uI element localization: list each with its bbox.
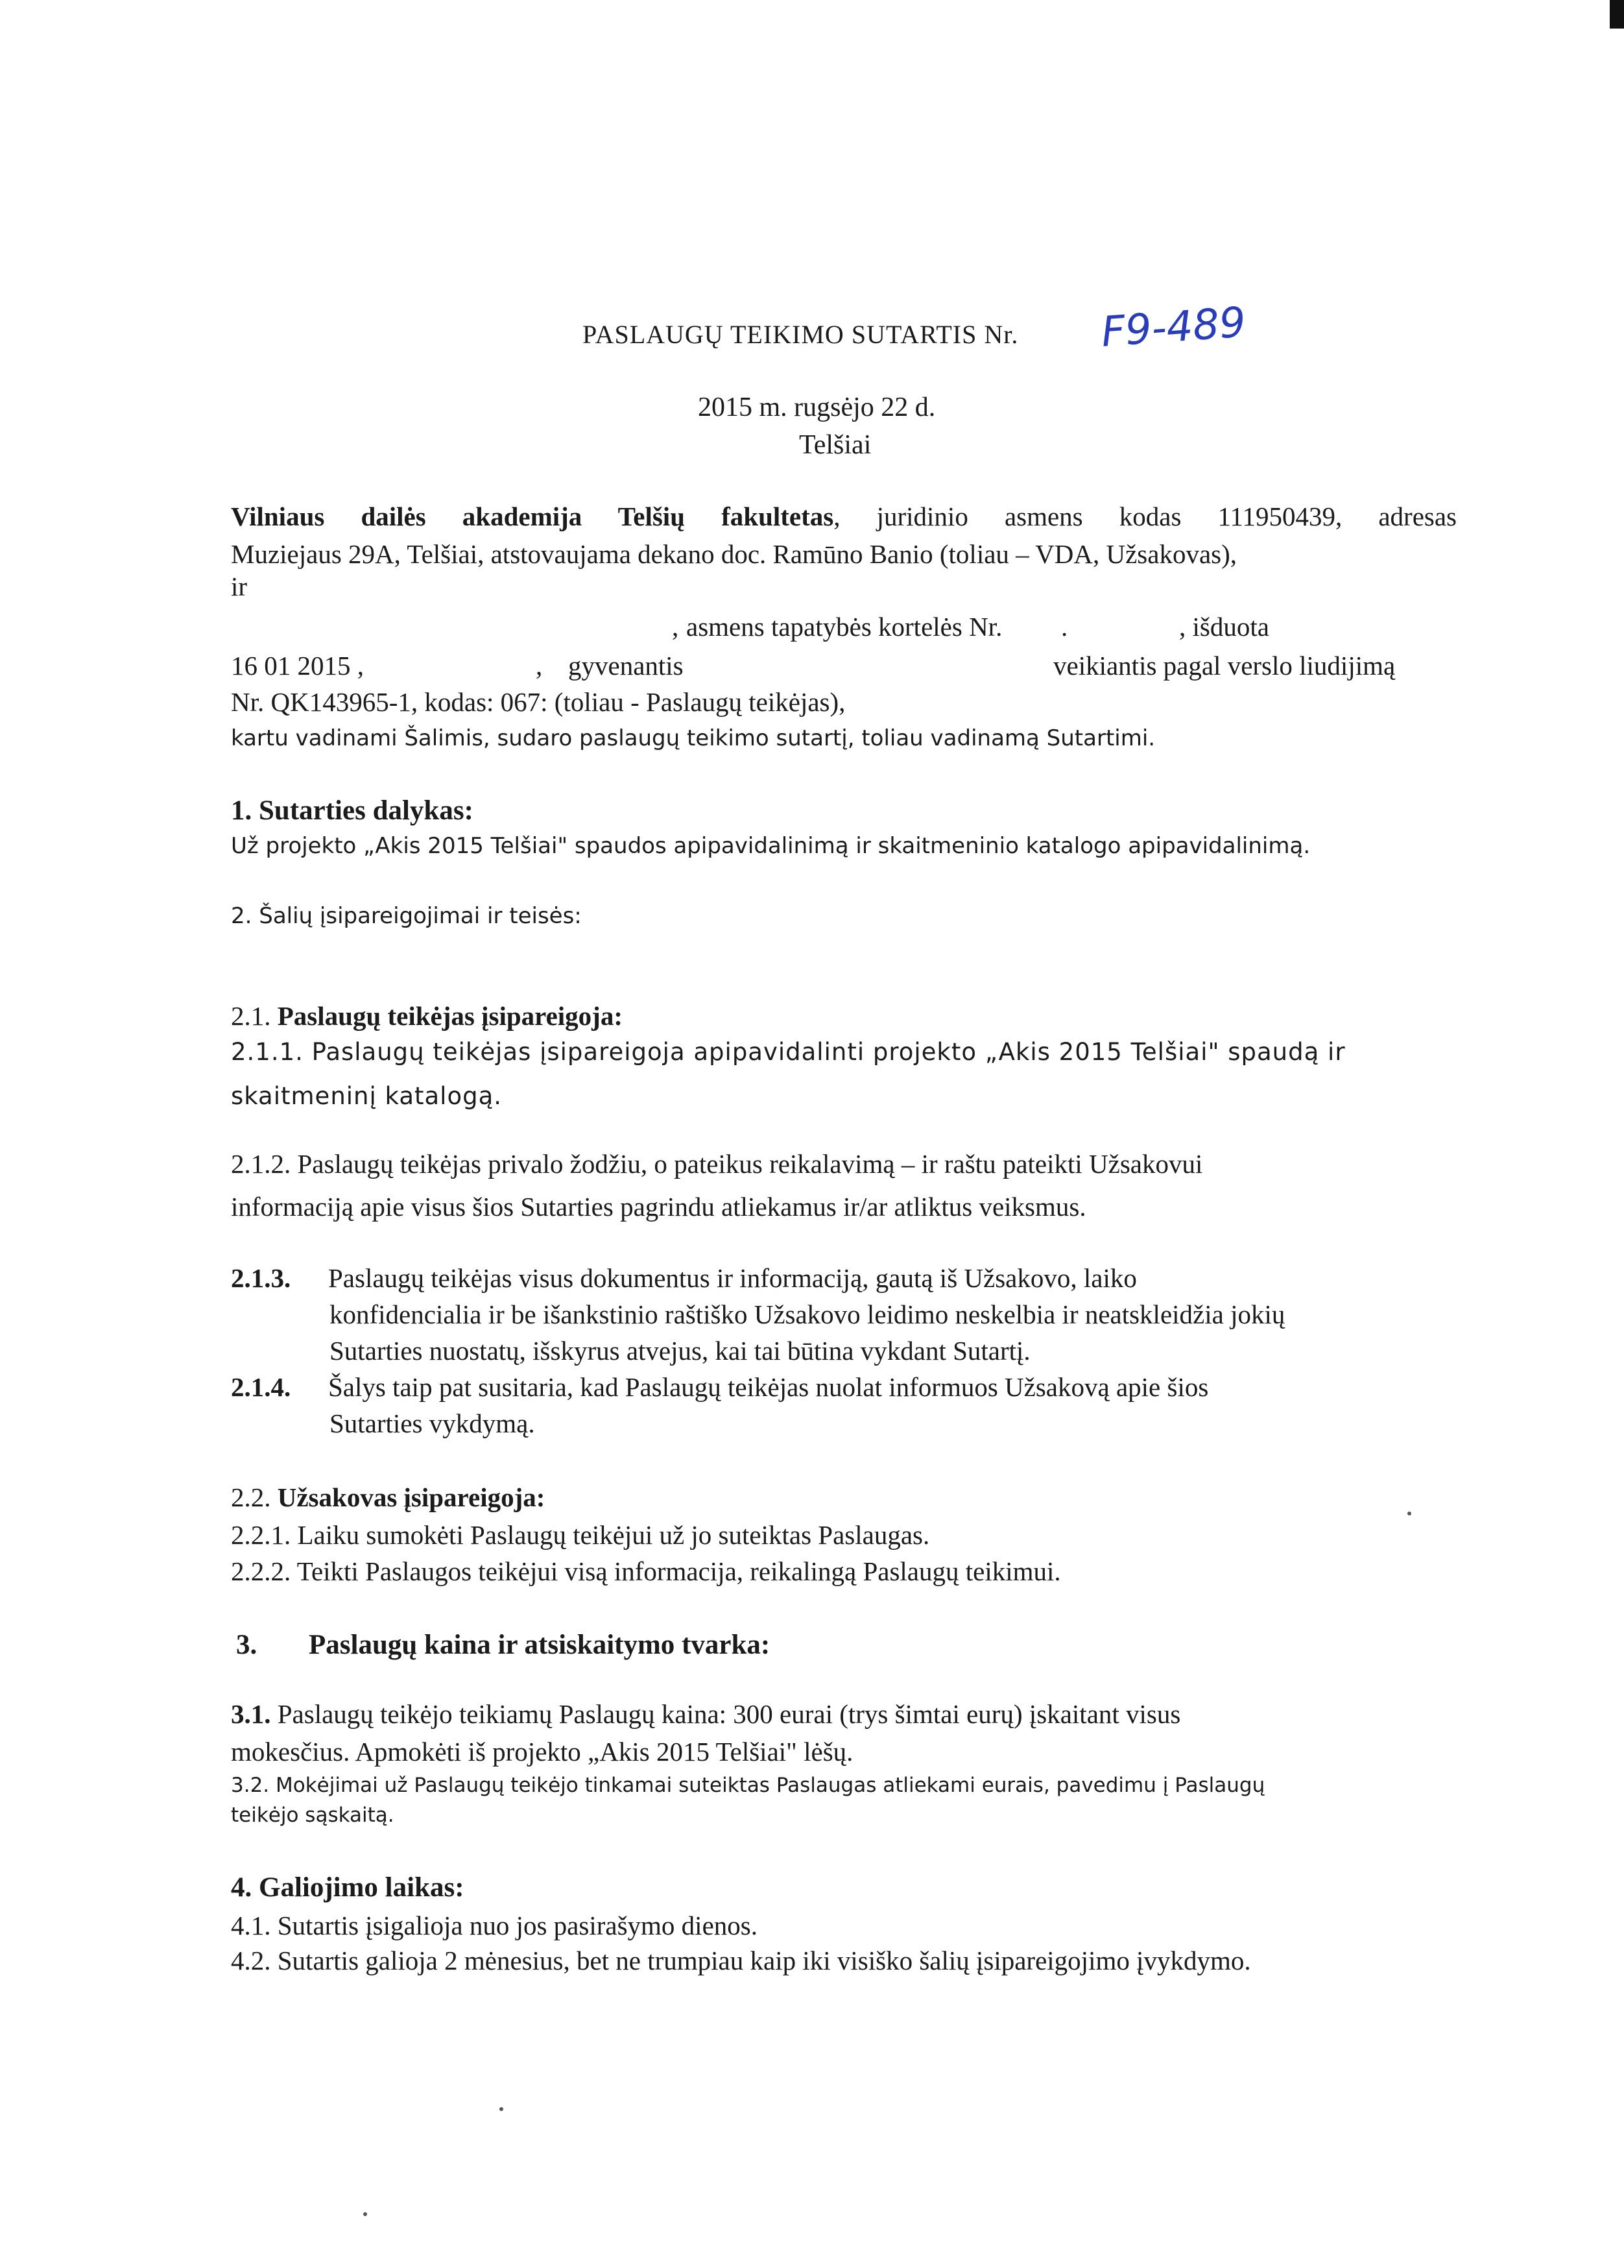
id-card-number-redacted: .: [1061, 612, 1068, 642]
parties-summary-line: kartu vadinami Šalimis, sudaro paslaugų teikimo sutartį, toliau vadinamą Sutartimi.: [231, 725, 1156, 751]
issued-label: , išduota: [1179, 612, 1269, 642]
item-2-1-3-line-1: [231, 1260, 1457, 1296]
contract-title: PASLAUGŲ TEIKIMO SUTARTIS Nr.: [582, 320, 1019, 349]
item-4-2: 4.2. Sutartis galioja 2 mėnesius, bet ne trumpiau kaip iki visiško šalių įsipareigojimo įvykdymo.: [231, 1946, 1251, 1975]
section-1-text: Už projekto „Akis 2015 Telšiai" spaudos apipavidalinimą ir skaitmeninio katalogo apipavidalinimą.: [231, 833, 1311, 859]
item-2-1-2-line-1: 2.1.2. Paslaugų teikėjas privalo žodžiu, o pateikus reikalavimą – ir raštu pateikti Užsakovui: [231, 1149, 1203, 1179]
parties-line-3: ir: [231, 572, 248, 601]
subsection-2-1-heading: [231, 998, 1457, 1034]
scan-speck: [1407, 1512, 1411, 1515]
organization-name: Vilniaus dailės akademija Telšių fakultetas: [231, 501, 834, 531]
item-3-1-line-2: mokesčius. Apmokėti iš projekto „Akis 2015 Telšiai" lėšų.: [231, 1737, 854, 1767]
item-3-1-text-1: Paslaugų teikėjo teikiamų Paslaugų kaina: 300 eurai (trys šimtai eurų) įskaitant visus: [277, 1699, 1181, 1729]
scan-edge-mark: [1610, 0, 1624, 29]
item-3-1-line-1: [231, 1696, 1457, 1732]
id-card-label: asmens tapatybės kortelės Nr.: [686, 612, 1003, 642]
item-2-1-4-text-1: Šalys taip pat susitaria, kad Paslaugų teikėjas nuolat informuos Užsakovą apie šios: [328, 1372, 1209, 1402]
item-3-2-line-2: teikėjo sąskaitą.: [231, 1804, 394, 1827]
item-2-1-2-line-2: informaciją apie visus šios Sutarties pagrindu atliekamus ir/ar atliktus veiksmus.: [231, 1192, 1086, 1222]
parties-line-1: [231, 498, 1457, 535]
contract-city: Telšiai: [799, 430, 872, 460]
item-2-1-3-text-1: Paslaugų teikėjas visus dokumentus ir informaciją, gautą iš Užsakovo, laiko: [328, 1263, 1137, 1293]
organization-details: , juridinio asmens kodas 111950439, adresas: [833, 501, 1457, 531]
subsection-2-2-heading: [231, 1479, 1457, 1515]
scan-speck: [363, 2212, 367, 2216]
section-3-number: 3.: [236, 1630, 257, 1660]
acting-under-license: veikiantis pagal verslo liudijimą: [1053, 651, 1396, 681]
parties-line-4-comma: ,: [672, 612, 679, 642]
item-2-2-2: 2.2.2. Teikti Paslaugos teikėjui visą informacija, reikalingą Paslaugų teikimui.: [231, 1556, 1061, 1586]
item-2-1-3-line-2: konfidencialia ir be išankstinio raštiško Užsakovo leidimo neskelbia ir neatskleidžia jokių: [329, 1299, 1285, 1329]
item-2-1-3-line-3: Sutarties nuostatų, išskyrus atvejus, kai tai būtina vykdant Sutartį.: [329, 1336, 1031, 1366]
parties-line-2: Muziejaus 29A, Telšiai, atstovaujama dekano doc. Ramūno Banio (toliau – VDA, Užsakovas),: [231, 539, 1237, 569]
subsection-2-2-number: 2.2.: [231, 1482, 271, 1512]
item-2-1-4: [231, 1369, 1457, 1442]
section-3-heading: Paslaugų kaina ir atsiskaitymo tvarka:: [309, 1630, 770, 1660]
subsection-2-1-number: 2.1.: [231, 1001, 271, 1031]
scan-speck: [499, 2107, 503, 2111]
section-1-heading: 1. Sutarties dalykas:: [231, 795, 473, 826]
item-3-2-line-1: 3.2. Mokėjimai už Paslaugų teikėjo tinkamai suteiktas Paslaugas atliekami eurais, pavedimu į Paslaugų: [231, 1774, 1265, 1797]
item-2-1-4-line-2: Sutarties vykdymą.: [329, 1408, 535, 1438]
item-2-1-3-number: 2.1.3.: [231, 1263, 291, 1293]
section-2-heading: 2. Šalių įsipareigojimai ir teisės:: [231, 903, 582, 929]
item-2-1-1-line-2: skaitmeninį katalogą.: [231, 1082, 503, 1110]
residing-label: gyvenantis: [568, 651, 684, 681]
item-3-1-number: 3.1.: [231, 1699, 271, 1729]
issue-date: 16 01 2015 ,: [231, 651, 364, 681]
item-2-1-4-line-1: [231, 1369, 1457, 1405]
license-number-line: Nr. QK143965-1, kodas: 067: (toliau - Paslaugų teikėjas),: [231, 687, 846, 717]
item-2-1-3: [231, 1260, 1457, 1369]
item-4-1: 4.1. Sutartis įsigalioja nuo jos pasirašymo dienos.: [231, 1911, 758, 1940]
subsection-2-1-title: Paslaugų teikėjas įsipareigoja:: [277, 1001, 623, 1031]
item-2-1-1-line-1: 2.1.1. Paslaugų teikėjas įsipareigoja apipavidalinti projekto „Akis 2015 Telšiai" spaudą ir: [231, 1038, 1346, 1066]
item-2-1-4-number: 2.1.4.: [231, 1372, 291, 1402]
subsection-2-2-title: Užsakovas įsipareigoja:: [277, 1482, 545, 1512]
item-2-2-1: 2.2.1. Laiku sumokėti Paslaugų teikėjui už jo suteiktas Paslaugas.: [231, 1520, 930, 1550]
section-4-heading: 4. Galiojimo laikas:: [231, 1872, 464, 1903]
parties-line-5-comma: ,: [536, 651, 543, 681]
handwritten-contract-number: F9-489: [1099, 298, 1248, 357]
contract-date: 2015 m. rugsėjo 22 d.: [698, 392, 936, 422]
